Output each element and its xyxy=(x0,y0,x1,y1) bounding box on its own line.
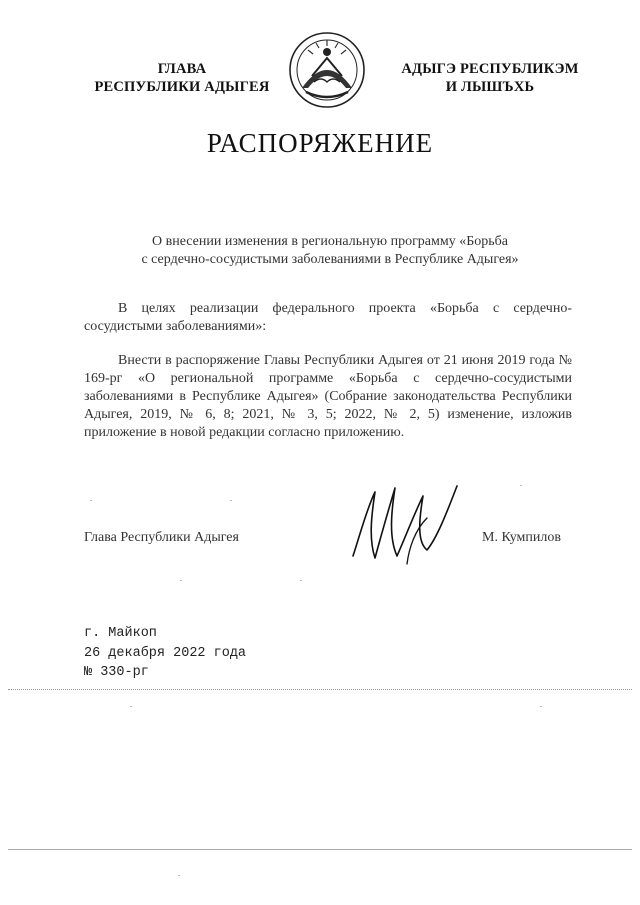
scan-speck xyxy=(230,500,232,501)
scan-speck xyxy=(178,875,180,876)
signatory-name: М. Кумпилов xyxy=(482,530,561,545)
document-number: № 330-рг xyxy=(84,665,149,680)
scan-speck xyxy=(540,706,542,707)
header-left-line2: РЕСПУБЛИКИ АДЫГЕЯ xyxy=(94,79,270,95)
scan-speck xyxy=(180,580,182,581)
header-left-line1: ГЛАВА xyxy=(157,61,207,77)
header-right xyxy=(385,60,595,96)
handwritten-signature xyxy=(345,478,465,568)
subject-line2: с сердечно-сосудистыми заболеваниями в Республике Адыгея» xyxy=(141,252,519,267)
scan-divider xyxy=(8,689,632,690)
document-title: РАСПОРЯЖЕНИЕ xyxy=(206,128,434,158)
scan-divider-bottom xyxy=(8,849,632,850)
scan-speck xyxy=(130,706,132,707)
issue-date: 26 декабря 2022 года xyxy=(84,646,247,661)
subject-line1: О внесении изменения в региональную программу «Борьба xyxy=(151,234,508,249)
body-paragraph-1: В целях реализации федерального проекта «Борьба с сердечно-сосудистыми заболеваниями»: xyxy=(84,301,572,334)
signatory-position: Глава Республики Адыгея xyxy=(84,530,239,545)
document-subject xyxy=(60,233,600,269)
scan-speck xyxy=(90,500,92,501)
scan-speck xyxy=(300,580,302,581)
header-right-line1: АДЫГЭ РЕСПУБЛИКЭМ xyxy=(401,61,579,77)
header-right-line2: И ЛЫШЪХЬ xyxy=(445,79,535,95)
scan-speck xyxy=(520,485,522,486)
issue-city: г. Майкоп xyxy=(84,626,157,641)
coat-of-arms-icon xyxy=(288,30,366,110)
body-paragraph-2: Внести в распоряжение Главы Республики Адыгея от 21 июня 2019 года № 169-рг «О региональной программе «Борьба с сердечно-сосудистыми заболеваниями в Республике Адыгея» (Собрание законодательства Республики Адыгея, 2019, № 6, 8; 2021, № 3, 5; 2022, № 2, 5) изменение, изложив приложение в новой редакции согласно приложению. xyxy=(84,353,572,440)
header-left xyxy=(82,60,282,96)
